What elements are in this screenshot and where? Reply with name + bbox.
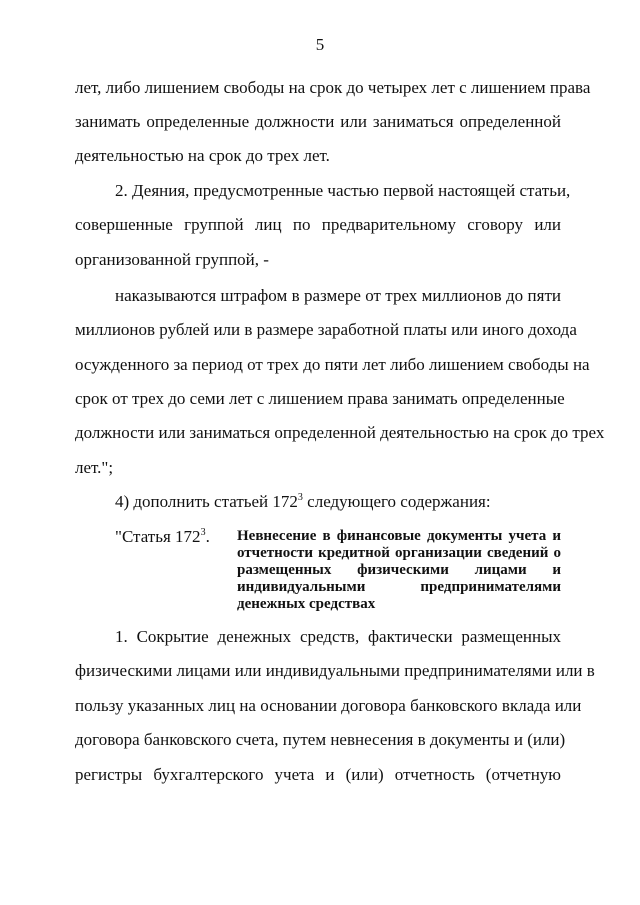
text-line: миллионов рублей или в размере заработной платы или иного дохода xyxy=(75,320,577,339)
text-line: физическими лицами или индивидуальными предпринимателями или в xyxy=(75,661,595,680)
text-line: договора банковского счета, путем невнесения в документы и (или) xyxy=(75,730,566,749)
text-line: лет."; xyxy=(75,458,114,477)
text-line: пользу указанных лиц на основании договора банковского вклада или xyxy=(75,696,582,715)
instruction-text: следующего содержания: xyxy=(302,492,491,511)
text-line: занимать определенные должности или заниматься определенной xyxy=(75,112,561,131)
text-line: 1. Сокрытие денежных средств, фактически размещенных xyxy=(115,627,561,646)
instruction-text: 4) дополнить статьей 172 xyxy=(115,492,298,511)
article-heading-line: денежных средствах xyxy=(237,596,376,612)
text-line: наказываются штрафом в размере от трех миллионов до пяти xyxy=(115,286,561,305)
text-line: 2. Деяния, предусмотренные частью первой настоящей статьи, xyxy=(115,181,571,200)
article-heading-line: размещенных физическими лицами и xyxy=(237,562,561,578)
article-heading-line: отчетности кредитной организации сведений о xyxy=(237,545,561,561)
superscript: 3 xyxy=(297,492,303,503)
article-label-text: . xyxy=(205,527,210,546)
text-line: должности или заниматься определенной деятельностью на срок до трех xyxy=(75,423,605,442)
article-heading-line: Невнесение в финансовые документы учета и xyxy=(237,528,561,544)
article-label xyxy=(115,527,210,547)
text-line: лет, либо лишением свободы на срок до четырех лет с лишением права xyxy=(75,78,591,97)
text-line: осужденного за период от трех до пяти лет либо лишением свободы на xyxy=(75,355,590,374)
page-number: 5 xyxy=(315,35,325,54)
amendment-instruction xyxy=(115,492,561,512)
text-line: организованной группой, - xyxy=(75,250,269,269)
article-label-text: "Статья 172 xyxy=(115,527,201,546)
text-line: деятельностью на срок до трех лет. xyxy=(75,146,330,165)
text-line: регистры бухгалтерского учета и (или) отчетность (отчетную xyxy=(75,765,561,784)
article-heading-line: индивидуальными предпринимателями xyxy=(237,579,561,595)
superscript: 3 xyxy=(200,527,206,538)
text-line: срок от трех до семи лет с лишением права занимать определенные xyxy=(75,389,565,408)
text-line: совершенные группой лиц по предварительному сговору или xyxy=(75,215,561,234)
